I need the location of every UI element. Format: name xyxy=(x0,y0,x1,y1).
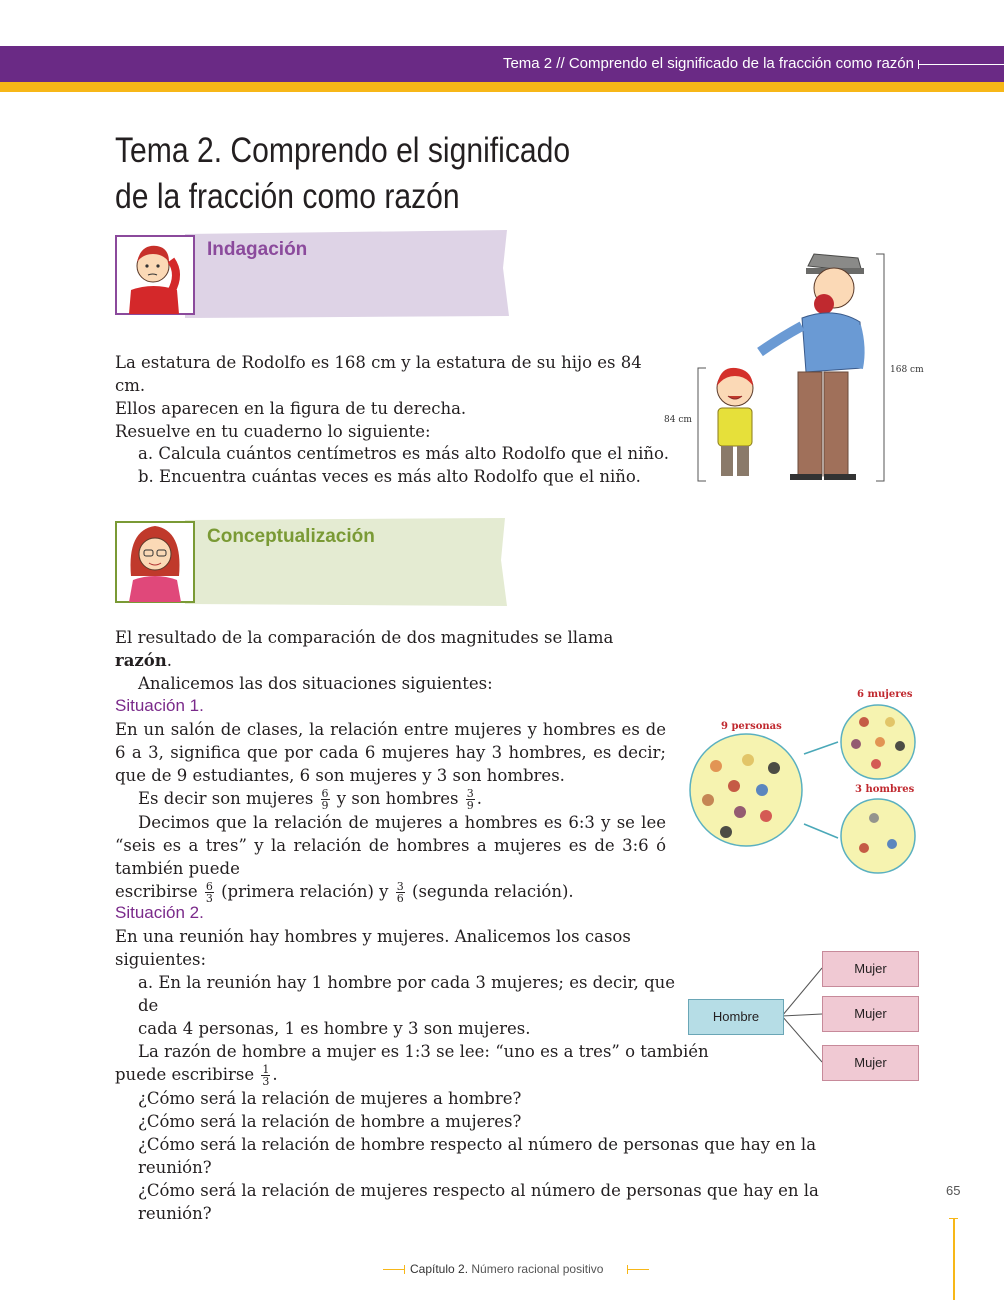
indagacion-p2: Ellos aparecen en la figura de tu derecha. xyxy=(115,399,467,418)
footer-chapter xyxy=(410,1262,603,1276)
situacion-1-p3: Decimos que la relación de mujeres a hombres es 6:3 y se lee “seis es a tres” y la relación de hombres a mujeres es de 3:6 ó también puede xyxy=(115,813,666,878)
footer-chapter-number: Capítulo 2. xyxy=(410,1262,469,1276)
man-box: Hombre xyxy=(688,999,784,1035)
running-title: Tema 2 // Comprendo el significado de la fracción como razón xyxy=(502,55,914,72)
question-4: ¿Cómo será la relación de mujeres respecto al número de personas que hay en la reunión? xyxy=(138,1181,819,1223)
footer-rule-left xyxy=(383,1269,405,1270)
men-label: 3 hombres xyxy=(855,784,915,795)
indagacion-p1: La estatura de Rodolfo es 168 cm y la estatura de su hijo es 84 cm. xyxy=(115,353,642,395)
situacion-1-p4-c: (segunda relación). xyxy=(412,882,574,901)
page-number: 65 xyxy=(946,1183,961,1198)
fraction-6-9: $\frac{6}{9}$ xyxy=(321,787,329,812)
question-3: ¿Cómo será la relación de hombre respecto al número de personas que hay en la reunión? xyxy=(138,1135,817,1177)
situacion-2-p3-a: puede escribirse xyxy=(115,1065,255,1084)
conceptualizacion-title: Conceptualización xyxy=(207,526,375,547)
father-height-bracket xyxy=(876,254,884,481)
footer-rule-right xyxy=(627,1269,649,1270)
child-height-label: 84 cm xyxy=(664,415,692,425)
total-people-circle xyxy=(690,734,802,846)
conceptualizacion-p1-end: . xyxy=(166,651,173,670)
men-circle xyxy=(841,799,915,873)
conceptualizacion-text xyxy=(115,626,675,695)
situacion-2-p2: La razón de hombre a mujer es 1:3 se lee: “uno es a tres” o también xyxy=(138,1042,709,1061)
situacion-2-heading: Situación 2. xyxy=(115,903,204,922)
conceptualizacion-p1-start: El resultado de la comparación de dos magnitudes se llama xyxy=(115,628,614,647)
situacion-1-p2-b: y son hombres xyxy=(336,789,459,808)
situacion-1-p2: Es decir son mujeres $\frac{6}{9}$ y son hombres $\frac{3}{9}$ . xyxy=(138,787,483,812)
indagacion-list xyxy=(138,442,678,488)
situacion-2-item-a xyxy=(138,971,678,1040)
indagacion-title: Indagación xyxy=(207,239,308,260)
situacion-1-heading: Situación 1. xyxy=(115,696,204,715)
fraction-6-3: $\frac{6}{3}$ xyxy=(205,880,213,905)
situacion-1-p4-b: (primera relación) y xyxy=(221,882,389,901)
indagacion-text xyxy=(115,351,675,443)
fraction-3-6: $\frac{3}{6}$ xyxy=(396,880,404,905)
fraction-3-9: $\frac{3}{9}$ xyxy=(466,787,474,812)
question-1: ¿Cómo será la relación de mujeres a hombre? xyxy=(138,1089,522,1108)
indagacion-item-a: a. Calcula cuántos centímetros es más alto Rodolfo que el niño. xyxy=(138,444,669,463)
footer-chapter-title: Número racional positivo xyxy=(471,1262,604,1276)
question-2: ¿Cómo será la relación de hombre a mujeres? xyxy=(138,1112,522,1131)
situacion-1-p1: En un salón de clases, la relación entre mujeres y hombres es de 6 a 3, significa que por cada 6 mujeres hay 3 hombres, es decir; que de 9 estudiantes, 6 son mujeres y 3 son hombres. xyxy=(115,720,666,785)
razon-term: razón xyxy=(115,651,167,670)
situacion-2-item-a-line-2: cada 4 personas, 1 es hombre y 3 son mujeres. xyxy=(138,1019,531,1038)
page-rule xyxy=(953,1218,955,1300)
header-accent-bar xyxy=(0,82,1004,92)
situacion-1-p4-a: escribirse xyxy=(115,882,198,901)
situacion-1-p4 xyxy=(115,880,666,904)
situacion-2-item-a-line-1: a. En la reunión hay 1 hombre por cada 3 mujeres; es decir, que de xyxy=(138,973,676,1015)
woman-box-1: Mujer xyxy=(822,951,919,987)
child-height-bracket xyxy=(698,368,706,481)
footer-tick-right xyxy=(627,1265,628,1274)
page-title-line-1: Tema 2. Comprendo el significado xyxy=(115,131,571,170)
father-height-label: 168 cm xyxy=(890,365,924,375)
father-figure xyxy=(760,254,864,480)
situacion-2-p1: En una reunión hay hombres y mujeres. Analicemos los casos siguientes: xyxy=(115,927,631,969)
women-label: 6 mujeres xyxy=(857,689,913,700)
indagacion-p3: Resuelve en tu cuaderno lo siguiente: xyxy=(115,422,431,441)
situacion-2-p3: puede escribirse $\frac{1}{3}$ . xyxy=(115,1063,278,1088)
page-title xyxy=(115,128,597,220)
header-rule xyxy=(918,64,1004,65)
situacion-1-p2-a: Es decir son mujeres xyxy=(138,789,314,808)
indagacion-banner xyxy=(115,228,510,320)
indagacion-item-b: b. Encuentra cuántas veces es más alto Rodolfo que el niño. xyxy=(138,467,641,486)
total-people-label: 9 personas xyxy=(721,721,782,732)
fraction-1-3: $\frac{1}{3}$ xyxy=(262,1063,270,1088)
conceptualizacion-p2: Analicemos las dos situaciones siguientes: xyxy=(138,674,493,693)
footer-tick-left xyxy=(404,1265,405,1274)
woman-box-2: Mujer xyxy=(822,996,919,1032)
father-son-illustration xyxy=(690,248,900,488)
situacion-1-text xyxy=(115,718,666,904)
girl-teacher-icon xyxy=(129,526,181,602)
woman-box-3: Mujer xyxy=(822,1045,919,1081)
page-title-line-2: de la fracción como razón xyxy=(115,177,460,216)
child-figure xyxy=(717,368,753,476)
